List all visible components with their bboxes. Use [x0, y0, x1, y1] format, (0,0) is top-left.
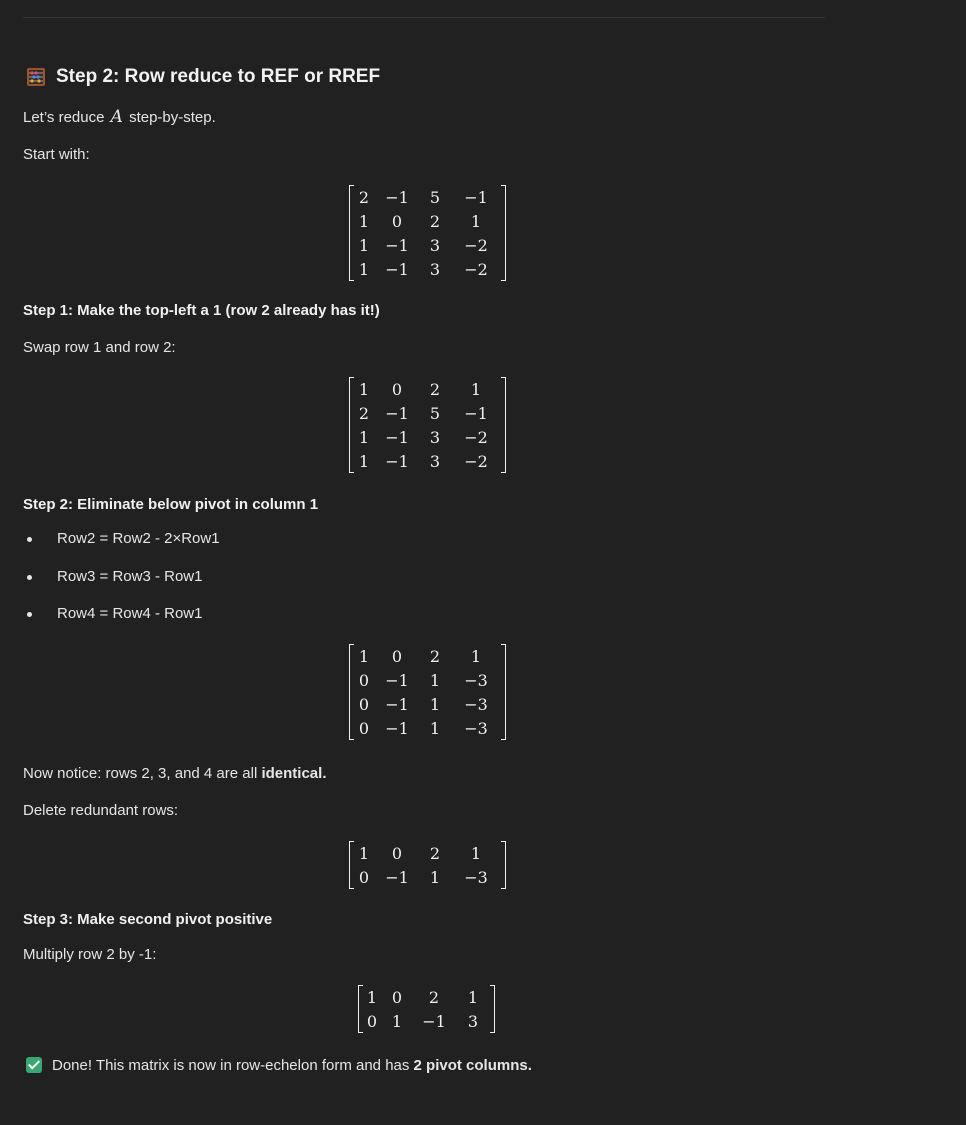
start-label: Start with: [23, 146, 90, 163]
matrix-bracket-right [501, 841, 506, 889]
matrix-cell: −1 [385, 694, 409, 714]
matrix-cell: 2 [429, 379, 441, 399]
intro-after: step-by-step. [124, 109, 216, 126]
matrix-cell: −2 [464, 235, 488, 255]
notice-bold: identical. [261, 765, 327, 782]
matrix-cell: 3 [429, 451, 441, 471]
matrix-cell: 0 [358, 867, 370, 887]
matrix-bracket-right [490, 985, 495, 1033]
matrix-cell: 3 [429, 259, 441, 279]
matrix-cell: 0 [391, 843, 403, 863]
matrix-cell: −1 [385, 670, 409, 690]
matrix-cell: 2 [429, 843, 441, 863]
matrix-cell: 1 [358, 259, 370, 279]
matrix-cell: 1 [358, 211, 370, 231]
matrix-cell: 1 [358, 843, 370, 863]
matrix-bracket-right [501, 185, 506, 281]
matrix-cell: 0 [358, 694, 370, 714]
matrix-cell: 2 [428, 987, 440, 1007]
matrix-row [352, 185, 500, 209]
step2-title: Step 2: Eliminate below pivot in column 1 [23, 496, 319, 513]
bullet-dot [27, 537, 32, 542]
matrix-cell: −3 [464, 718, 488, 738]
matrix-cell: 0 [391, 646, 403, 666]
matrix-cell: 3 [467, 1011, 479, 1031]
list-item: Row3 = Row3 - Row1 [57, 568, 203, 585]
abacus-icon [26, 67, 46, 87]
matrix-bracket-left [349, 185, 354, 281]
matrix-cell: −1 [464, 403, 488, 423]
intro-before: Let’s reduce [23, 109, 109, 126]
matrix-cell: 2 [358, 403, 370, 423]
matrix-cell: −1 [385, 718, 409, 738]
matrix-bracket-left [349, 841, 354, 889]
check-mark-icon [26, 1057, 42, 1073]
matrix-cell: −1 [385, 451, 409, 471]
matrix-cell: 1 [470, 843, 482, 863]
matrix-cell: 2 [429, 646, 441, 666]
list-item: Row4 = Row4 - Row1 [57, 605, 203, 622]
step3-text: Multiply row 2 by -1: [23, 946, 157, 963]
matrix-cell: −1 [464, 187, 488, 207]
matrix-cell: 1 [429, 718, 441, 738]
matrix-cell: 5 [429, 187, 441, 207]
matrix-cell: 1 [358, 451, 370, 471]
matrix-row [352, 644, 500, 668]
matrix-row [352, 668, 500, 692]
delete-label: Delete redundant rows: [23, 802, 179, 819]
step1-text: Swap row 1 and row 2: [23, 339, 176, 356]
section-heading [26, 66, 380, 88]
bullet-dot [27, 612, 32, 617]
matrix-cell: 1 [358, 235, 370, 255]
notice-before: Now notice: rows 2, 3, and 4 are all [23, 765, 262, 782]
matrix-cell: 1 [470, 646, 482, 666]
matrix-final [358, 985, 495, 1033]
matrix-cell: 2 [358, 187, 370, 207]
matrix-row [352, 841, 500, 865]
step1-title: Step 1: Make the top-left a 1 (row 2 already has it!) [23, 302, 380, 319]
matrix-cell: −2 [464, 427, 488, 447]
matrix-row [361, 985, 489, 1009]
matrix-row [352, 209, 500, 233]
list-item: Row2 = Row2 - 2×Row1 [57, 530, 220, 547]
matrix-cell: 1 [467, 987, 479, 1007]
notice-text [23, 764, 327, 784]
matrix-cell: 0 [358, 718, 370, 738]
matrix-bracket-left [349, 377, 354, 473]
matrix-row [352, 257, 500, 281]
matrix-row [352, 425, 500, 449]
matrix-cell: 1 [470, 379, 482, 399]
matrix-row [352, 233, 500, 257]
matrix-cell: 1 [358, 646, 370, 666]
matrix-row [352, 716, 500, 740]
matrix-cell: −3 [464, 670, 488, 690]
matrix-start [349, 185, 506, 281]
bullet-dot [27, 575, 32, 580]
matrix-bracket-left [349, 644, 354, 740]
done-before: Done! This matrix is now in row-echelon form and has [52, 1057, 414, 1074]
matrix-cell: 1 [366, 987, 378, 1007]
matrix-cell: 1 [470, 211, 482, 231]
matrix-cell: 1 [358, 427, 370, 447]
matrix-reduced [349, 841, 506, 889]
matrix-eliminated [349, 644, 506, 740]
matrix-cell: 1 [429, 694, 441, 714]
matrix-row [352, 449, 500, 473]
matrix-row [352, 401, 500, 425]
matrix-cell: 0 [366, 1011, 378, 1031]
matrix-cell: 0 [358, 670, 370, 690]
math-variable-a: A [110, 107, 123, 127]
done-bold: 2 pivot columns. [413, 1057, 532, 1074]
matrix-cell: 0 [391, 987, 403, 1007]
matrix-cell: 5 [429, 403, 441, 423]
section-heading-text: Step 2: Row reduce to REF or RREF [56, 66, 381, 87]
matrix-cell: 3 [429, 427, 441, 447]
matrix-cell: 0 [391, 379, 403, 399]
matrix-cell: 1 [391, 1011, 403, 1031]
matrix-cell: −3 [464, 694, 488, 714]
matrix-swapped [349, 377, 506, 473]
done-text [26, 1056, 532, 1076]
matrix-row [352, 865, 500, 889]
matrix-cell: 1 [358, 379, 370, 399]
step3-title: Step 3: Make second pivot positive [23, 911, 273, 928]
matrix-cell: −1 [385, 187, 409, 207]
matrix-cell: −2 [464, 259, 488, 279]
intro-text [23, 107, 216, 128]
matrix-row [361, 1009, 489, 1033]
top-divider [23, 17, 825, 18]
matrix-cell: −1 [422, 1011, 446, 1031]
matrix-cell: 1 [429, 867, 441, 887]
matrix-row [352, 377, 500, 401]
matrix-cell: −1 [385, 867, 409, 887]
matrix-cell: 1 [429, 670, 441, 690]
matrix-cell: −1 [385, 259, 409, 279]
matrix-cell: −3 [464, 867, 488, 887]
matrix-cell: 2 [429, 211, 441, 231]
matrix-cell: 3 [429, 235, 441, 255]
matrix-cell: −1 [385, 427, 409, 447]
matrix-cell: −2 [464, 451, 488, 471]
matrix-row [352, 692, 500, 716]
matrix-cell: −1 [385, 235, 409, 255]
matrix-bracket-right [501, 644, 506, 740]
matrix-bracket-left [358, 985, 363, 1033]
matrix-cell: 0 [391, 211, 403, 231]
matrix-cell: −1 [385, 403, 409, 423]
matrix-bracket-right [501, 377, 506, 473]
